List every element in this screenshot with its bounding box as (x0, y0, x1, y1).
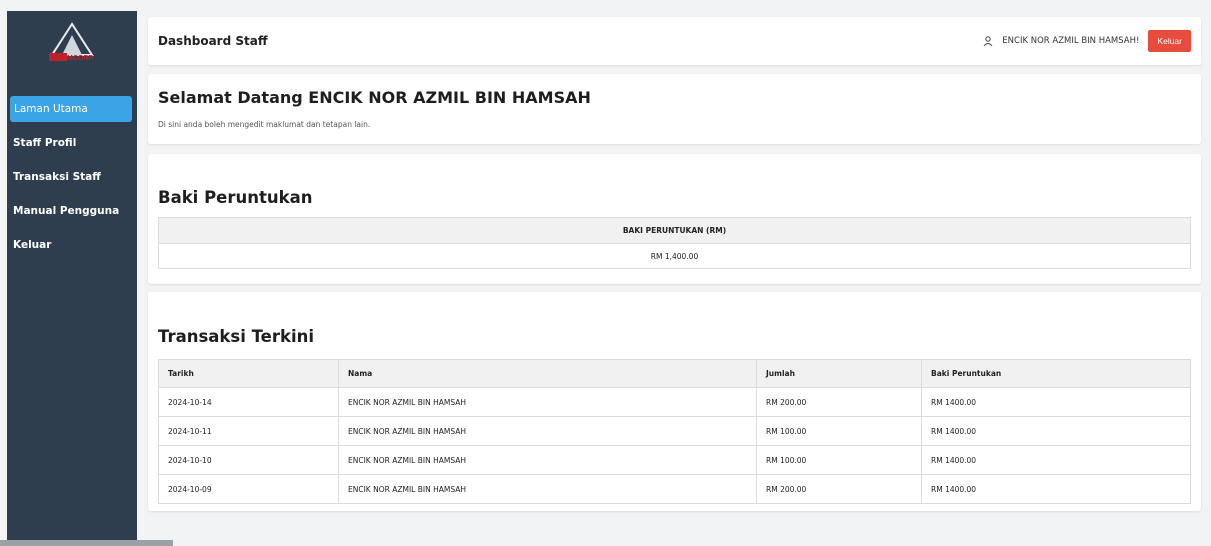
balance-value: RM 1,400.00 (159, 244, 1191, 269)
sidebar-item-keluar[interactable]: Keluar (13, 239, 52, 251)
sidebar-item-manual-pengguna[interactable]: Manual Pengguna (13, 205, 120, 217)
mcorp-logo[interactable] (7, 11, 137, 74)
user-name: ENCIK NOR AZMIL BIN HAMSAH! (1002, 36, 1140, 46)
logo-text: MCORP (67, 54, 94, 62)
balance-column-header: BAKI PERUNTUKAN (RM) (159, 218, 1191, 244)
cell-amount: RM 100.00 (757, 446, 922, 475)
cell-balance: RM 1400.00 (922, 388, 1191, 417)
cell-balance: RM 1400.00 (922, 417, 1191, 446)
column-header-baki: Baki Peruntukan (922, 360, 1191, 388)
cell-date: 2024-10-09 (159, 475, 339, 504)
cell-date: 2024-10-10 (159, 446, 339, 475)
welcome-card (148, 74, 1201, 144)
transactions-title: Transaksi Terkini (158, 327, 315, 346)
sidebar-nav (7, 96, 137, 258)
user-icon (982, 35, 994, 47)
cell-date: 2024-10-11 (159, 417, 339, 446)
top-header (148, 17, 1201, 65)
sidebar-item-staff-profil[interactable]: Staff Profil (13, 137, 77, 149)
welcome-heading: Selamat Datang ENCIK NOR AZMIL BIN HAMSAH (158, 88, 591, 107)
table-row (159, 388, 1191, 417)
table-row (159, 475, 1191, 504)
status-tooltip (0, 540, 173, 546)
sidebar-item-transaksi-staff[interactable]: Transaksi Staff (13, 171, 101, 183)
cell-name: ENCIK NOR AZMIL BIN HAMSAH (339, 417, 757, 446)
sidebar-item-laman-utama[interactable]: Laman Utama (10, 96, 132, 122)
cell-amount: RM 100.00 (757, 417, 922, 446)
mcorp-logo-icon (37, 21, 107, 65)
column-header-nama: Nama (339, 360, 757, 388)
sidebar (7, 11, 137, 546)
cell-name: ENCIK NOR AZMIL BIN HAMSAH (339, 446, 757, 475)
transactions-card (148, 292, 1201, 511)
table-header-row (159, 360, 1191, 388)
balance-table (158, 217, 1191, 269)
table-row (159, 446, 1191, 475)
cell-balance: RM 1400.00 (922, 446, 1191, 475)
user-area (982, 30, 1191, 52)
column-header-tarikh: Tarikh (159, 360, 339, 388)
transactions-table (158, 359, 1191, 504)
column-header-jumlah: Jumlah (757, 360, 922, 388)
cell-name: ENCIK NOR AZMIL BIN HAMSAH (339, 388, 757, 417)
logout-button[interactable]: Keluar (1148, 30, 1191, 52)
cell-balance: RM 1400.00 (922, 475, 1191, 504)
balance-card (148, 154, 1201, 284)
balance-title: Baki Peruntukan (158, 188, 313, 207)
cell-date: 2024-10-14 (159, 388, 339, 417)
cell-amount: RM 200.00 (757, 388, 922, 417)
welcome-subtext: Di sini anda boleh mengedit maklumat dan tetapan lain. (158, 120, 371, 129)
page-title: Dashboard Staff (158, 34, 268, 48)
cell-name: ENCIK NOR AZMIL BIN HAMSAH (339, 475, 757, 504)
table-row (159, 417, 1191, 446)
cell-amount: RM 200.00 (757, 475, 922, 504)
